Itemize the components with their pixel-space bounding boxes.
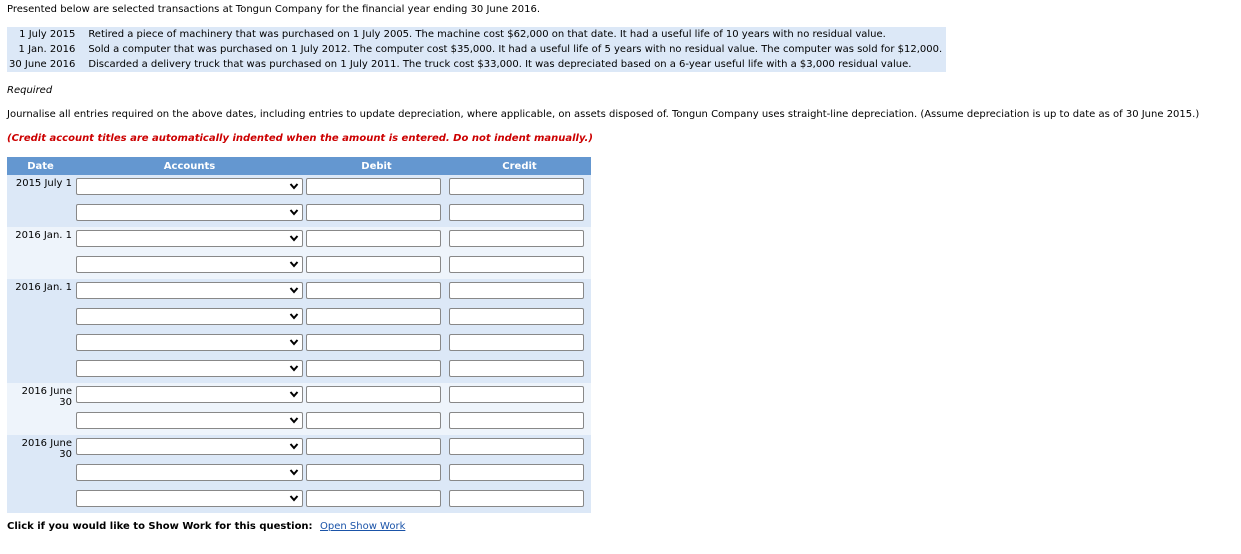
credit-input[interactable] bbox=[449, 490, 584, 507]
journal-row bbox=[7, 487, 591, 513]
journal-date bbox=[7, 253, 74, 279]
journal-date bbox=[7, 305, 74, 331]
transaction-description: Retired a piece of machinery that was purchased on 1 July 2005. The machine cost $62,000 on that date. It had a useful life of 10 years with no residual value. bbox=[88, 29, 886, 40]
chevron-down-icon[interactable] bbox=[289, 181, 299, 191]
journal-date: 2016 Jan. 1 bbox=[15, 282, 72, 293]
debit-input[interactable] bbox=[306, 178, 441, 195]
header-date: Date bbox=[7, 157, 74, 175]
debit-input[interactable] bbox=[306, 386, 441, 403]
account-select[interactable] bbox=[76, 230, 303, 247]
transactions-table bbox=[7, 27, 946, 72]
transaction-description: Discarded a delivery truck that was purchased on 1 July 2011. The truck cost $33,000. It was depreciated based on a 6-year useful life with a $3,000 residual value. bbox=[88, 59, 912, 70]
instructions-text: Journalise all entries required on the above dates, including entries to update depreciation, where applicable, on assets disposed of. Tongun Company uses straight-line depreciation. (Assume depreciation is up to date as of 30 June 2015.) bbox=[7, 109, 1200, 120]
account-select[interactable] bbox=[76, 204, 303, 221]
chevron-down-icon[interactable] bbox=[289, 493, 299, 503]
chevron-down-icon[interactable] bbox=[289, 311, 299, 321]
debit-input[interactable] bbox=[306, 334, 441, 351]
journal-row bbox=[7, 227, 591, 253]
credit-input[interactable] bbox=[449, 412, 584, 429]
account-select[interactable] bbox=[76, 308, 303, 325]
journal-date: 2015 July 1 bbox=[15, 178, 72, 189]
chevron-down-icon[interactable] bbox=[289, 363, 299, 373]
account-select[interactable] bbox=[76, 438, 303, 455]
journal-date bbox=[7, 331, 74, 357]
credit-input[interactable] bbox=[449, 178, 584, 195]
chevron-down-icon[interactable] bbox=[289, 207, 299, 217]
debit-input[interactable] bbox=[306, 308, 441, 325]
account-select[interactable] bbox=[76, 386, 303, 403]
credit-input[interactable] bbox=[449, 438, 584, 455]
transaction-date: 1 July 2015 bbox=[19, 29, 76, 40]
chevron-down-icon[interactable] bbox=[289, 389, 299, 399]
chevron-down-icon[interactable] bbox=[289, 415, 299, 425]
journal-row bbox=[7, 175, 591, 201]
account-select[interactable] bbox=[76, 282, 303, 299]
chevron-down-icon[interactable] bbox=[289, 285, 299, 295]
journal-date bbox=[7, 409, 74, 435]
chevron-down-icon[interactable] bbox=[289, 441, 299, 451]
debit-input[interactable] bbox=[306, 412, 441, 429]
journal-row bbox=[7, 409, 591, 435]
credit-input[interactable] bbox=[449, 204, 584, 221]
journal-date bbox=[7, 201, 74, 227]
credit-input[interactable] bbox=[449, 308, 584, 325]
journal-date: 2016 Jan. 1 bbox=[15, 230, 72, 241]
debit-input[interactable] bbox=[306, 464, 441, 481]
transaction-row bbox=[7, 27, 946, 42]
journal-date bbox=[7, 487, 74, 513]
open-show-work-link[interactable]: Open Show Work bbox=[320, 521, 406, 532]
transaction-description: Sold a computer that was purchased on 1 July 2012. The computer cost $35,000. It had a useful life of 5 years with no residual value. The computer was sold for $12,000. bbox=[88, 44, 943, 55]
debit-input[interactable] bbox=[306, 230, 441, 247]
debit-input[interactable] bbox=[306, 282, 441, 299]
credit-input[interactable] bbox=[449, 360, 584, 377]
journal-row bbox=[7, 357, 591, 383]
transaction-date: 1 Jan. 2016 bbox=[18, 44, 76, 55]
credit-indent-note: (Credit account titles are automatically indented when the amount is entered. Do not indent manually.) bbox=[7, 133, 593, 144]
journal-row bbox=[7, 331, 591, 357]
debit-input[interactable] bbox=[306, 360, 441, 377]
journal-row bbox=[7, 253, 591, 279]
credit-input[interactable] bbox=[449, 386, 584, 403]
header-debit: Debit bbox=[305, 157, 448, 175]
debit-input[interactable] bbox=[306, 204, 441, 221]
account-select[interactable] bbox=[76, 490, 303, 507]
journal-row bbox=[7, 383, 591, 409]
problem-intro: Presented below are selected transactions at Tongun Company for the financial year ending 30 June 2016. bbox=[7, 4, 541, 15]
debit-input[interactable] bbox=[306, 438, 441, 455]
account-select[interactable] bbox=[76, 464, 303, 481]
credit-input[interactable] bbox=[449, 230, 584, 247]
credit-input[interactable] bbox=[449, 464, 584, 481]
chevron-down-icon[interactable] bbox=[289, 337, 299, 347]
transaction-row bbox=[7, 57, 946, 72]
transaction-date: 30 June 2016 bbox=[9, 59, 76, 70]
account-select[interactable] bbox=[76, 256, 303, 273]
debit-input[interactable] bbox=[306, 256, 441, 273]
account-select[interactable] bbox=[76, 360, 303, 377]
journal-row bbox=[7, 201, 591, 227]
journal-date: 2016 June 30 bbox=[21, 438, 72, 460]
journal-row bbox=[7, 461, 591, 487]
chevron-down-icon[interactable] bbox=[289, 233, 299, 243]
header-credit: Credit bbox=[448, 157, 591, 175]
account-select[interactable] bbox=[76, 334, 303, 351]
show-work-prompt: Click if you would like to Show Work for this question: bbox=[7, 521, 313, 532]
credit-input[interactable] bbox=[449, 256, 584, 273]
credit-input[interactable] bbox=[449, 334, 584, 351]
chevron-down-icon[interactable] bbox=[289, 259, 299, 269]
journal-row bbox=[7, 279, 591, 305]
chevron-down-icon[interactable] bbox=[289, 467, 299, 477]
journal-date: 2016 June 30 bbox=[21, 386, 72, 408]
debit-input[interactable] bbox=[306, 490, 441, 507]
transaction-row bbox=[7, 42, 946, 57]
credit-input[interactable] bbox=[449, 282, 584, 299]
required-heading: Required bbox=[7, 85, 53, 96]
journal-row bbox=[7, 305, 591, 331]
journal-date bbox=[7, 461, 74, 487]
account-select[interactable] bbox=[76, 178, 303, 195]
account-select[interactable] bbox=[76, 412, 303, 429]
journal-date bbox=[7, 357, 74, 383]
header-accounts: Accounts bbox=[74, 157, 305, 175]
journal-entry-table bbox=[7, 157, 591, 513]
journal-row bbox=[7, 435, 591, 461]
